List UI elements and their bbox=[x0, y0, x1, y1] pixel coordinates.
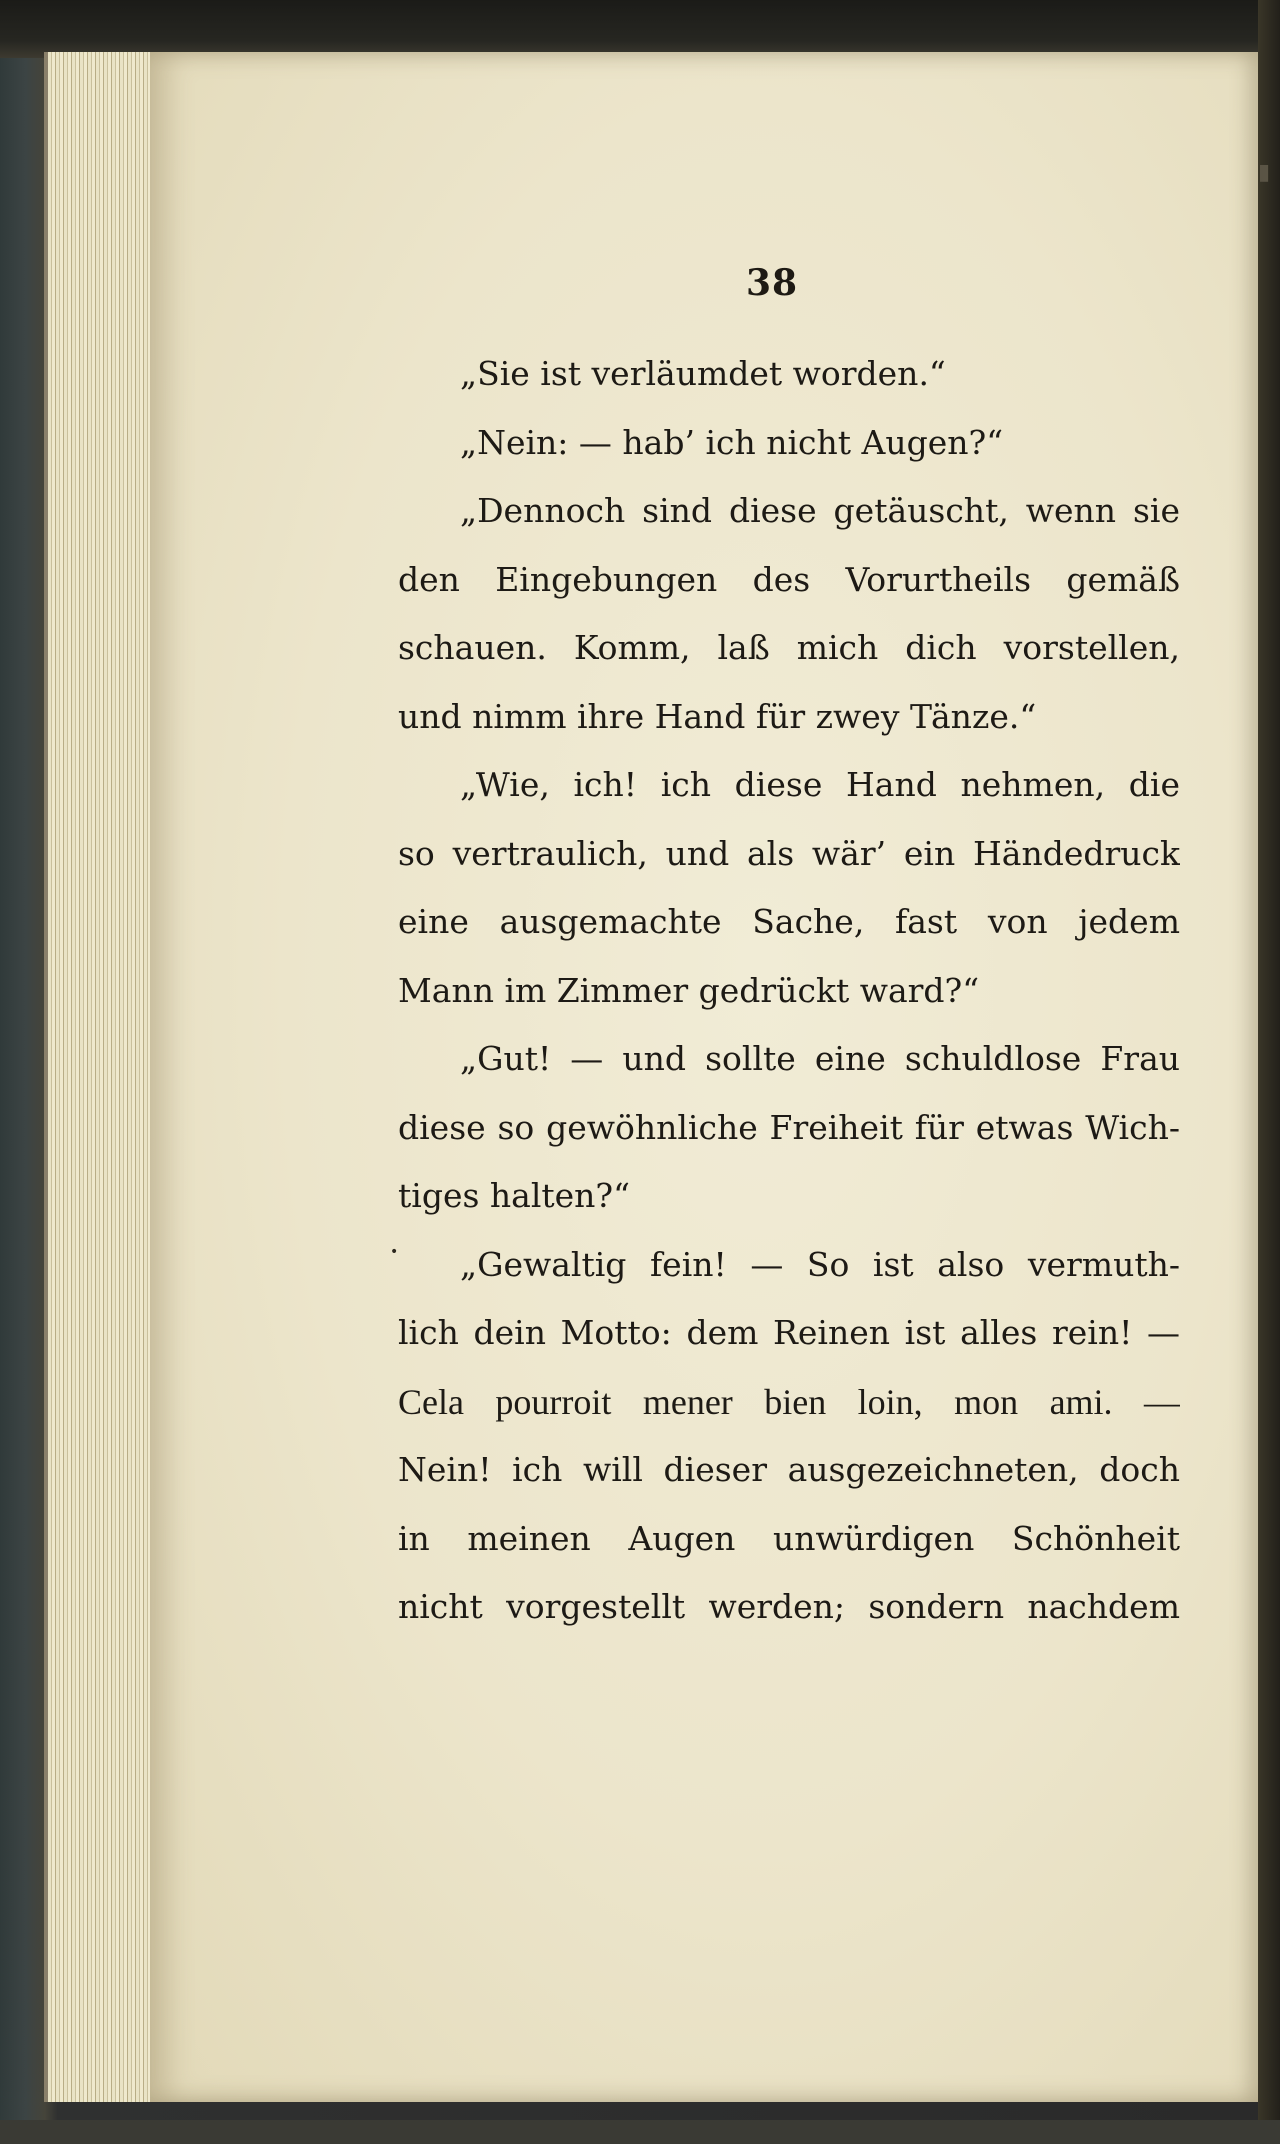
book-cover-top bbox=[0, 0, 1280, 58]
ink-speck: • bbox=[390, 1244, 399, 1260]
text-line: „Gewaltig fein! — So ist also vermuth- bbox=[460, 1244, 1180, 1284]
text-line: Cela pourroit mener bien loin, mon ami. — bbox=[398, 1381, 1180, 1422]
text-line: und nimm ihre Hand für zwey Tänze.“ bbox=[398, 696, 1037, 736]
page-edges bbox=[44, 52, 158, 2102]
text-line: in meinen Augen unwürdigen Schönheit bbox=[398, 1518, 1180, 1558]
text-line: tiges halten?“ bbox=[398, 1176, 630, 1215]
text-line: „Sie ist verläumdet worden.“ bbox=[460, 354, 946, 393]
page-number: 38 bbox=[746, 262, 799, 304]
text-line: so vertraulich, und als wär’ ein Händedruck bbox=[398, 833, 1180, 873]
book-cover-right bbox=[1258, 0, 1280, 2144]
text-line: den Eingebungen des Vorurtheils gemäß bbox=[398, 559, 1180, 599]
text-line: Nein! ich will dieser ausgezeichneten, doch bbox=[398, 1450, 1180, 1489]
text-line: schauen. Komm, laß mich dich vorstellen, bbox=[398, 628, 1180, 667]
book-cover-bottom bbox=[0, 2120, 1280, 2144]
binding-nail-mark: ▮ bbox=[1258, 160, 1271, 185]
text-line: eine ausgemachte Sache, fast von jedem bbox=[398, 902, 1180, 941]
text-line: „Gut! — und sollte eine schuldlose Frau bbox=[460, 1039, 1180, 1078]
page-text bbox=[398, 340, 1180, 1642]
text-line: Mann im Zimmer gedrückt ward?“ bbox=[398, 970, 980, 1010]
text-line: lich dein Motto: dem Reinen ist alles rein! — bbox=[398, 1313, 1180, 1352]
text-line: „Nein: — hab’ ich nicht Augen?“ bbox=[460, 422, 1004, 462]
text-line: „Dennoch sind diese getäuscht, wenn sie bbox=[460, 491, 1180, 530]
text-line: diese so gewöhnliche Freiheit für etwas Wich- bbox=[398, 1107, 1180, 1147]
text-line: nicht vorgestellt werden; sondern nachdem bbox=[398, 1587, 1180, 1626]
text-line: „Wie, ich! ich diese Hand nehmen, die bbox=[460, 765, 1180, 804]
